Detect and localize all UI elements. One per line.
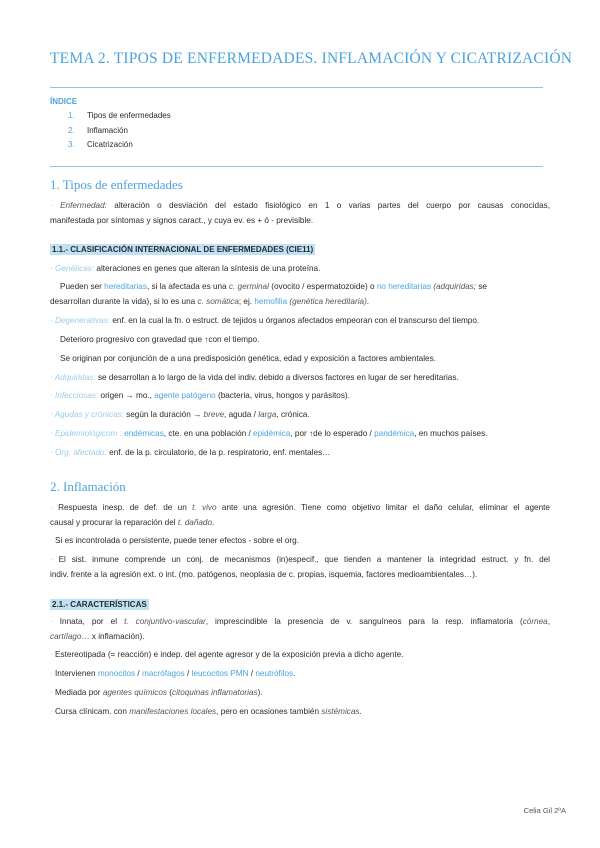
epidemiological-line: · Epidemiológicom : endémicas, cte. en una población / epidémica, por ↑de lo esperado / pandémica, en muchos países. xyxy=(50,429,488,438)
immune-line-1: · El sist. inmune comprende un conj. de mecanismos (in)especif., que tienden a mantener la integridad estruct. y fn. del xyxy=(50,555,550,564)
inflammation-line-2: causal y procurar la reparación del t. dañado. xyxy=(50,518,215,527)
section-2-title: 2. Inflamación xyxy=(50,479,126,494)
definition-line-2: manifestada por síntomas y signos caract., y cuya ev. es + ó - previsible. xyxy=(50,216,314,225)
degenerative-line-2: Deterioro progresivo con gravedad que ↑con el tiempo. xyxy=(60,335,260,344)
degenerative-line: · Degenerativas: enf. en la cual la fn. o estruct. de tejidos u órganos afectados empeoran con el transcurso del tiempo. xyxy=(50,316,480,325)
index-item[interactable]: 1. Tipos de enfermedades xyxy=(68,111,171,120)
inflammation-line-1: · Respuesta inesp. de def. de un t. vivo ante una agresión. Tiene como objetivo limitar el daño celular, eliminar el agente xyxy=(50,503,550,512)
characteristic-innate-2: cartílago… x inflamación). xyxy=(50,632,145,641)
subheading-cie11: 1.1.- CLASIFICACIÓN INTERNACIONAL DE ENFERMEDADES (CIE11) xyxy=(52,245,314,254)
hereditary-line-2: desarrollan durante la vida), si lo es una c. somática; ej. hemofilia (genética hereditaria). xyxy=(50,297,370,306)
section-1-title: 1. Tipos de enfermedades xyxy=(50,177,183,192)
title-divider xyxy=(50,87,543,88)
infectious-line: · Infecciosas: origen → mo., agente patógeno (bacteria, virus, hongos y parásitos). xyxy=(50,391,350,400)
degenerative-line-3: Se originan por conjunción de a una predisposición genética, edad y exposición a factores ambientales. xyxy=(60,354,436,363)
acquired-line: · Adquiridas: se desarrollan a lo largo de la vida del indiv. debido a diversos factores en lugar de ser hereditarias. xyxy=(50,373,459,382)
index-divider xyxy=(50,166,543,167)
characteristic-stereotyped: · Estereotipada (= reacción) e indep. del agente agresor y de la exposición previa a dicho agente. xyxy=(50,650,404,659)
subheading-characteristics: 2.1.- CARACTERÍSTICAS xyxy=(52,600,147,609)
characteristic-innate-1: · Innata, por el t. conjuntivo-vascular, imprescindible la presencia de v. sanguíneos para la resp. inflamatoria (córnea, xyxy=(50,617,551,626)
inflammation-line-3: · Si es incontrolada o persistente, puede tener efectos - sobre el org. xyxy=(50,536,299,545)
index-item[interactable]: 3. Cicatrización xyxy=(68,140,133,149)
acute-chronic-line: · Agudas y crónicas: según la duración → breve, aguda / larga, crónica. xyxy=(50,410,310,419)
genetic-line: · Genéticas: alteraciones en genes que alteran la síntesis de una proteína. xyxy=(50,264,321,273)
characteristic-clinical: · Cursa clínicam. con manifestaciones locales, pero en ocasiones también sistémicas. xyxy=(50,707,362,716)
page-title: TEMA 2. TIPOS DE ENFERMEDADES. INFLAMACIÓN Y CICATRIZACIÓN xyxy=(50,50,573,67)
immune-line-2: indiv. frente a la agresión ext. o int. (mo. patógenos, neoplasia de c. propias, isquemia, factores medioambientales…). xyxy=(50,570,478,579)
characteristic-mediated: · Mediada por agentes químicos (citoquinas inflamatorias). xyxy=(50,688,263,697)
footer-author: Celia Gil 2ºA xyxy=(523,806,566,815)
index-item[interactable]: 2. Inflamación xyxy=(68,125,128,135)
characteristic-cells: · Intervienen monocitos / macrófagos / leucocitos PMN / neutrófilos. xyxy=(50,669,296,678)
definition-line-1: · Enfermedad: alteración o desviación del estado fisiológico en 1 o varias partes del cuerpo por causas conocidas, xyxy=(50,201,550,210)
hereditary-line-1: Pueden ser hereditarias, si la afectada es una c. germinal (ovocito / espermatozoide) o no hereditarias (adquiridas; se xyxy=(60,282,487,291)
index-heading: ÍNDICE xyxy=(50,97,78,106)
index-list xyxy=(68,109,171,153)
organ-line: · Org. afectado: enf. de la p. circulatorio, de la p. respiratorio, enf. mentales… xyxy=(50,448,331,457)
